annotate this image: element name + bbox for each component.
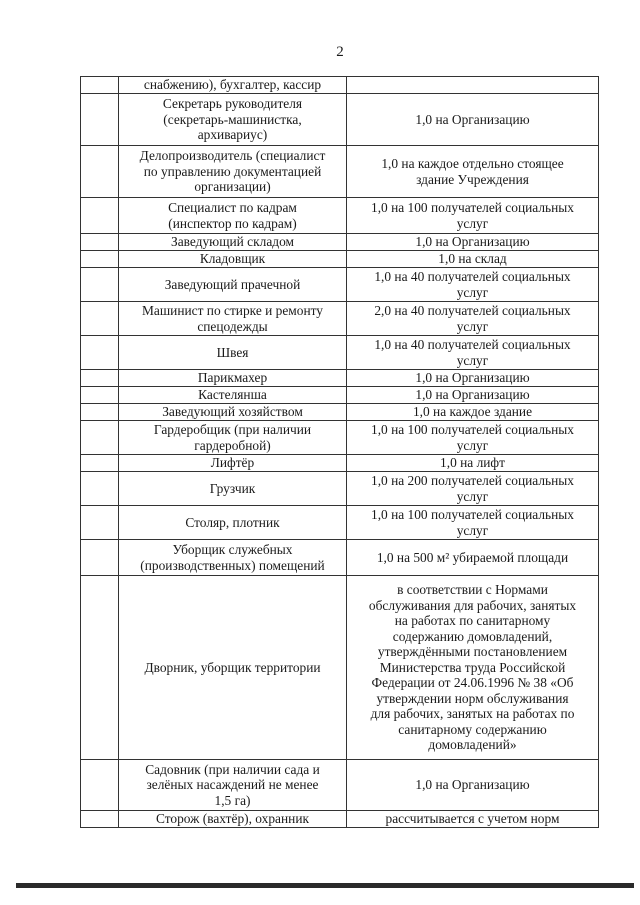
position-cell: Дворник, уборщик территории xyxy=(119,576,347,760)
row-number-cell xyxy=(81,421,119,455)
row-number-cell xyxy=(81,146,119,198)
row-number-cell xyxy=(81,302,119,336)
norm-cell: 1,0 на 100 получателей социальных услуг xyxy=(347,506,599,540)
table-row xyxy=(81,94,599,146)
page-number: 2 xyxy=(336,44,344,60)
norm-cell: 1,0 на 100 получателей социальных услуг xyxy=(347,421,599,455)
row-number-cell xyxy=(81,336,119,370)
norm-cell: 1,0 на 40 получателей социальных услуг xyxy=(347,268,599,302)
scan-edge-bar xyxy=(16,883,634,888)
table-row xyxy=(81,811,599,828)
position-cell: Уборщик служебных (производственных) помещений xyxy=(119,540,347,576)
norm-cell: 1,0 на Организацию xyxy=(347,94,599,146)
position-cell: Заведующий хозяйством xyxy=(119,404,347,421)
table-row xyxy=(81,77,599,94)
norm-cell: 1,0 на 100 получателей социальных услуг xyxy=(347,198,599,234)
table-row xyxy=(81,387,599,404)
position-cell: Делопроизводитель (специалист по управлению документацией организации) xyxy=(119,146,347,198)
row-number-cell xyxy=(81,540,119,576)
table-row xyxy=(81,540,599,576)
norm-cell: 1,0 на лифт xyxy=(347,455,599,472)
position-cell: Садовник (при наличии сада и зелёных насаждений не менее 1,5 га) xyxy=(119,760,347,811)
position-cell: Гардеробщик (при наличии гардеробной) xyxy=(119,421,347,455)
norm-cell: 1,0 на каждое здание xyxy=(347,404,599,421)
norm-cell: 1,0 на 40 получателей социальных услуг xyxy=(347,336,599,370)
row-number-cell xyxy=(81,251,119,268)
position-cell: Заведующий прачечной xyxy=(119,268,347,302)
position-cell: Парикмахер xyxy=(119,370,347,387)
row-number-cell xyxy=(81,94,119,146)
table-row xyxy=(81,268,599,302)
table-row xyxy=(81,576,599,760)
table-row xyxy=(81,251,599,268)
position-cell: Лифтёр xyxy=(119,455,347,472)
position-cell: Специалист по кадрам (инспектор по кадрам) xyxy=(119,198,347,234)
norm-cell: в соответствии с Нормами обслуживания для рабочих, занятых на работах по санитарному содержанию домовладений, утверждёнными постановлением Министерства труда Российской Федерации от 24.06.1996 № 38 «Об утверждении норм обслуживания для рабочих, занятых на работах по санитарному содержанию домовладений» xyxy=(347,576,599,760)
row-number-cell xyxy=(81,268,119,302)
norm-cell xyxy=(347,77,599,94)
norm-cell: 1,0 на Организацию xyxy=(347,234,599,251)
position-cell: Кладовщик xyxy=(119,251,347,268)
row-number-cell xyxy=(81,234,119,251)
norm-cell: 1,0 на 200 получателей социальных услуг xyxy=(347,472,599,506)
row-number-cell xyxy=(81,387,119,404)
table-row xyxy=(81,472,599,506)
norm-cell: 1,0 на Организацию xyxy=(347,387,599,404)
norm-cell: 1,0 на Организацию xyxy=(347,370,599,387)
position-cell: Кастелянша xyxy=(119,387,347,404)
table-row xyxy=(81,302,599,336)
row-number-cell xyxy=(81,455,119,472)
position-cell: Сторож (вахтёр), охранник xyxy=(119,811,347,828)
table-row xyxy=(81,146,599,198)
table-row xyxy=(81,404,599,421)
row-number-cell xyxy=(81,576,119,760)
norm-cell: 1,0 на Организацию xyxy=(347,760,599,811)
position-cell: Грузчик xyxy=(119,472,347,506)
position-cell: Столяр, плотник xyxy=(119,506,347,540)
norm-cell: 1,0 на склад xyxy=(347,251,599,268)
table-row xyxy=(81,336,599,370)
norm-cell: 1,0 на каждое отдельно стоящее здание Учреждения xyxy=(347,146,599,198)
row-number-cell xyxy=(81,506,119,540)
row-number-cell xyxy=(81,760,119,811)
table-row xyxy=(81,455,599,472)
position-cell: снабжению), бухгалтер, кассир xyxy=(119,77,347,94)
table-row xyxy=(81,421,599,455)
table-row xyxy=(81,760,599,811)
norm-cell: 1,0 на 500 м² убираемой площади xyxy=(347,540,599,576)
staffing-norms-table xyxy=(80,76,599,828)
table-row xyxy=(81,198,599,234)
position-cell: Секретарь руководителя (секретарь-машинистка, архивариус) xyxy=(119,94,347,146)
row-number-cell xyxy=(81,77,119,94)
norm-cell: рассчитывается с учетом норм xyxy=(347,811,599,828)
position-cell: Машинист по стирке и ремонту спецодежды xyxy=(119,302,347,336)
table-row xyxy=(81,506,599,540)
row-number-cell xyxy=(81,404,119,421)
table-row xyxy=(81,370,599,387)
row-number-cell xyxy=(81,198,119,234)
row-number-cell xyxy=(81,370,119,387)
table-row xyxy=(81,234,599,251)
position-cell: Заведующий складом xyxy=(119,234,347,251)
norm-cell: 2,0 на 40 получателей социальных услуг xyxy=(347,302,599,336)
row-number-cell xyxy=(81,472,119,506)
row-number-cell xyxy=(81,811,119,828)
position-cell: Швея xyxy=(119,336,347,370)
